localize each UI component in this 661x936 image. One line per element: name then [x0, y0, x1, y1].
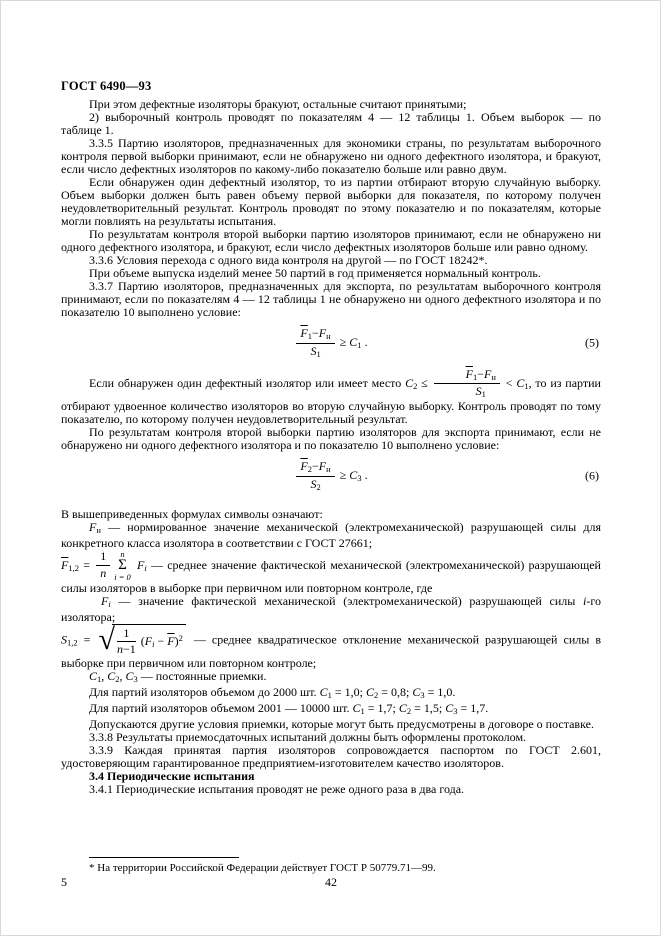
paragraph: 3.3.8 Результаты приемосдаточных испытаний должны быть оформлены протоколом. — [89, 730, 527, 745]
text-run: S — [61, 632, 67, 647]
text-run: 1 — [481, 389, 486, 400]
text-run: F — [89, 519, 97, 534]
paragraph: По результатам контроля второй выборки партию изоляторов для экспорта принимают, если не обнаружено ни одного дефектного изолятора и по показателю 10 выполнено условие: — [61, 425, 601, 453]
sum-lower-limit: i = 0 — [114, 572, 131, 583]
text-run: n — [116, 642, 123, 657]
text-run: i — [152, 638, 155, 649]
text-run: 1 — [357, 340, 362, 351]
paragraph: Если обнаружен один дефектный изолятор или имеет место C2 ≤ $\frac{\overline{F}1-Fн}{S1}$ < C1, то из партии отбирают удвоенное количество изоляторов во вторую случайную выборку. Контроль проводят по тому показателю, по которому получен неудовлетворительный результат. — [61, 366, 601, 427]
text-run: i — [583, 593, 587, 608]
radical-sign: √ — [98, 623, 115, 657]
text-run: 2 — [115, 674, 120, 685]
text-run: C — [365, 685, 374, 700]
text-run: C — [349, 468, 358, 483]
text-run: i — [108, 598, 111, 609]
fraction — [96, 550, 110, 581]
paragraph: 3.3.7 Партию изоляторов, предназначенных для экспорта, по результатам выборочного контроля принимают, если по показателям 4 — 12 таблицы 1 не обнаружено ни одного дефектного изолятора и по показателю 10 выполнено условие: — [61, 279, 601, 319]
text-run: C — [107, 669, 116, 684]
sum-upper-limit: n — [120, 548, 125, 559]
text-run: 1 — [360, 706, 365, 717]
text-run: 1 — [307, 331, 313, 341]
sheet-number: 42 — [325, 875, 337, 889]
paragraph: Если обнаружен один дефектный изолятор, то из партии отбирают вторую случайную выборку. Объем выборки должен быть равен объему первой выборки для показателя, по которому получен неудовлетворительный результат. Контроль проводят по этому показателю и по показателям, которые могли повлиять на результаты испытания. — [61, 175, 601, 228]
page-number: 5 — [61, 875, 67, 889]
text-run: $\overline{F}$ — [465, 366, 473, 381]
text-run: 2 — [406, 706, 412, 717]
display-formula — [61, 327, 601, 360]
footnote-text: * На территории Российской Федерации действует ГОСТ Р 50779.71—99. — [89, 862, 436, 874]
fraction-denominator — [296, 477, 334, 493]
document-body — [61, 98, 601, 796]
fraction-numerator: 1 — [117, 627, 136, 643]
paragraph: 3.3.9 Каждая принятая партия изоляторов сопровождается паспортом по ГОСТ 2.601, удостоверяющим гарантированное предприятием-изготовителем качество изоляторов. — [61, 743, 601, 771]
text-run: F — [144, 633, 153, 648]
text-run: 1,2 — [67, 637, 78, 648]
paragraph: 3.3.5 Партию изоляторов, предназначенных для экономики страны, по результатам выборочного контроля первой выборки принимают, если не обнаружено ни одного дефектного изолятора, и бракуют, если число дефектных изоляторов по какому-либо показателю больше или равно двум. — [61, 136, 601, 176]
text-run: $\overline{F}$ — [167, 633, 175, 648]
sum-operator — [114, 550, 131, 582]
paragraph: 2) выборочный контроль проводят по показателям 4 — 12 таблицы 1. Объем выборок — по таблице 1. — [61, 110, 601, 137]
paragraph: 3.3.6 Условия перехода с одного вида контроля на другой — по ГОСТ 18242*. — [89, 253, 488, 267]
fraction — [296, 460, 334, 493]
text-run: S — [310, 476, 317, 491]
text-run: C — [405, 375, 414, 390]
fraction-denominator — [296, 344, 334, 360]
text-run: 1 — [472, 371, 478, 382]
text-run: $\overline{F}$ — [61, 557, 69, 572]
text-run: C — [398, 701, 407, 716]
text-run: S — [475, 384, 482, 399]
paragraph: 3.4.1 Периодические испытания проводят не реже одного раза в два года. — [89, 782, 465, 797]
text-run: C — [352, 701, 361, 716]
formula-expression: $\frac{\overline{F}1-Fн}{S1}$ ≥ C1 . — [294, 335, 367, 349]
text-run: F — [483, 366, 492, 381]
text-run: $\overline{F}$ — [300, 326, 308, 340]
fraction-denominator — [434, 384, 500, 400]
text-run: C — [89, 669, 98, 684]
text-run: F — [101, 593, 109, 608]
text-run: н — [491, 371, 496, 382]
paragraph: C1, C2, C3 — постоянные приемки. — [89, 669, 267, 685]
paragraph: S1,2 = √ $\frac{1}{n-1}$ $(Fi - \overline{F})^2$ — среднее квадратическое отклонение механической разрушающей силы в выборке при первичном или повторном контроле; — [61, 623, 601, 671]
paragraph: 3.4 Периодические испытания — [89, 769, 255, 784]
paragraph: При объеме выпуска изделий менее 50 партий в год применяется нормальный контроль. — [89, 266, 541, 280]
text-run: i — [144, 562, 147, 573]
display-formula — [61, 460, 601, 493]
fraction — [296, 327, 334, 360]
fraction-denominator: n−1 — [116, 642, 136, 657]
fraction-numerator: $\overline{F}2-Fн$ — [296, 460, 334, 477]
formula-number: (6) — [585, 468, 599, 483]
text-run: F — [318, 459, 327, 474]
paragraph: Fi — значение фактической механической (электромеханической) разрушающей силы i-го изолятора; — [61, 593, 601, 624]
text-run: 1 — [327, 690, 332, 701]
paragraph: Fн — нормированное значение механической (электромеханической) разрушающей силы для конкретного класса изолятора в соответствии с ГОСТ 27661; — [61, 519, 601, 550]
text-run: 1,2 — [68, 562, 79, 573]
paragraph: По результатам контроля второй выборки партию изоляторов принимают, если не обнаружено ни одного дефектного изолятора, и бракуют, если число дефектных изоляторов больше или равно одному. — [61, 227, 601, 254]
text-run: 3 — [453, 706, 458, 717]
text-run: C — [445, 701, 454, 716]
text-run: 2 — [316, 481, 321, 492]
fraction — [434, 368, 500, 401]
fraction-denominator — [96, 566, 110, 581]
fraction — [117, 627, 136, 658]
text-run: 1 — [524, 380, 529, 391]
fraction-numerator: $\overline{F}1-Fн$ — [434, 368, 500, 385]
formula-number: (5) — [585, 335, 599, 350]
text-run: 1 — [97, 674, 102, 685]
paragraph: Для партий изоляторов объемом до 2000 шт. C1 = 1,0; C2 = 0,8; C3 = 1,0. — [89, 685, 456, 701]
sigma-symbol: Σ — [118, 557, 127, 574]
text-run: F — [318, 326, 327, 340]
text-run: 2 — [307, 464, 313, 475]
square-root — [98, 624, 185, 658]
text-run: 1 — [316, 348, 321, 359]
document-header: ГОСТ 6490—93 — [61, 79, 152, 93]
text-run: F — [137, 557, 145, 572]
text-run: н — [326, 331, 331, 341]
text-run: 2 — [413, 380, 418, 391]
text-run: 3 — [357, 473, 362, 484]
paragraph: Для партий изоляторов объемом 2001 — 10000 шт. C1 = 1,7; C2 = 1,5; C3 = 1,7. — [89, 701, 489, 717]
text-run: C — [412, 685, 421, 700]
footnote-separator — [89, 857, 239, 858]
text-run: S — [310, 343, 317, 358]
fraction-numerator: $\overline{F}1-Fн$ — [296, 327, 334, 344]
paragraph: $\overline{F}1,2$ = $\frac{1}{n}$ n Σ i = 0 Fi — среднее значение фактической механической (электромеханической) разрушающей силы изоляторов в выборке при первичном или повторном контроле, где — [61, 548, 601, 595]
paragraph: В вышеприведенных формулах символы означают: — [61, 506, 323, 521]
text-run: н — [326, 464, 331, 475]
text-run: C — [125, 669, 134, 684]
text-run: $\overline{F}$ — [300, 459, 308, 474]
paragraph: При этом дефектные изоляторы бракуют, остальные считают принятыми; — [89, 97, 467, 111]
text-run: 2 — [373, 690, 379, 701]
text-run: C — [319, 685, 328, 700]
text-run: 3 — [420, 690, 425, 701]
text-run: n — [100, 566, 107, 581]
text-run: C — [516, 375, 525, 390]
paragraph: Допускаются другие условия приемки, которые могут быть предусмотрены в договоре о поставке. — [89, 717, 594, 732]
formula-expression: $\frac{\overline{F}2-Fн}{S2}$ ≥ C3 . — [294, 468, 367, 482]
fraction-numerator: 1 — [96, 550, 110, 566]
text-run: 2 — [178, 632, 183, 643]
text-run: 3 — [133, 674, 138, 685]
text-run: н — [96, 524, 101, 535]
text-run: C — [349, 335, 358, 350]
radicand: $\frac{1}{n-1}$ $(Fi - \overline{F})^2$ — [112, 624, 186, 658]
